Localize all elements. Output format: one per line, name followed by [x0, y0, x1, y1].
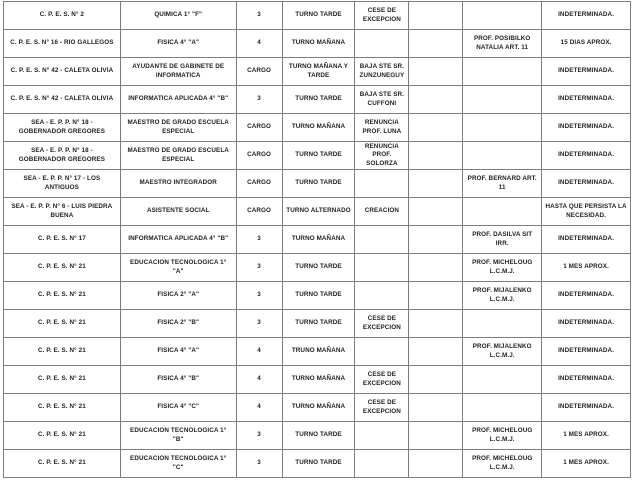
cell-horas: CARGO: [237, 170, 283, 198]
cell-turno: TURNO TARDE: [283, 282, 356, 310]
cell-establecimiento: SEA - E. P. P. N° 18 - GOBERNADOR GREGORES: [4, 114, 121, 142]
cell-establecimiento: C. P. E. S. N° 21: [4, 310, 121, 338]
cell-columna-vacia: [409, 114, 463, 142]
cell-motivo: CESE DE EXCEPCION: [355, 2, 409, 30]
cell-horas: 4: [237, 338, 283, 366]
cell-motivo: [355, 170, 409, 198]
cell-asignatura-cargo: EDUCACION TECNOLOGICA 1° "C": [121, 450, 237, 478]
cell-motivo: CESE DE EXCEPCION: [355, 366, 409, 394]
cell-columna-vacia: [409, 226, 463, 254]
cell-columna-vacia: [409, 142, 463, 170]
cell-asignatura-cargo: AYUDANTE DE GABINETE DE INFORMATICA: [121, 58, 237, 86]
cell-asignatura-cargo: EDUCACION TECNOLOGICA 1° "A": [121, 254, 237, 282]
cell-turno: TURNO MAÑANA: [283, 30, 356, 58]
cell-establecimiento: C. P. E. S. N° 16 - RIO GALLEGOS: [4, 30, 121, 58]
cell-establecimiento: C. P. E. S. N° 2: [4, 2, 121, 30]
cell-establecimiento: SEA - E. P. P. N° 6 - LUIS PIEDRA BUENA: [4, 198, 121, 226]
cell-motivo: [355, 254, 409, 282]
cell-establecimiento: C. P. E. S. N° 21: [4, 282, 121, 310]
cell-establecimiento: C. P. E. S. N° 21: [4, 338, 121, 366]
cell-columna-vacia: [409, 58, 463, 86]
cell-duracion: INDETERMINADA.: [542, 142, 631, 170]
cell-duracion: 1 MES APROX.: [542, 254, 631, 282]
cell-establecimiento: C. P. E. S. N° 21: [4, 422, 121, 450]
cell-duracion: 1 MES APROX.: [542, 422, 631, 450]
cell-establecimiento: C. P. E. S. N° 21: [4, 450, 121, 478]
cell-turno: TRUNO MAÑANA: [283, 338, 356, 366]
cell-turno: TURNO TARDE: [283, 170, 356, 198]
vacancies-table: [3, 1, 631, 478]
cell-asignatura-cargo: QUIMICA 1° "F": [121, 2, 237, 30]
cell-turno: TURNO TARDE: [283, 310, 356, 338]
cell-turno: TURNO ALTERNADO: [283, 198, 356, 226]
cell-establecimiento: C. P. E. S. N° 21: [4, 366, 121, 394]
cell-turno: TURNO TARDE: [283, 2, 356, 30]
cell-duracion: HASTA QUE PERSISTA LA NECESIDAD.: [542, 198, 631, 226]
cell-establecimiento: C. P. E. S. N° 17: [4, 226, 121, 254]
cell-horas: 3: [237, 450, 283, 478]
cell-asignatura-cargo: MAESTRO DE GRADO ESCUELA ESPECIAL: [121, 114, 237, 142]
cell-motivo: BAJA STE SR. ZUNZUNEGUY: [355, 58, 409, 86]
cell-horas: 3: [237, 310, 283, 338]
cell-horas: 3: [237, 86, 283, 114]
cell-motivo: [355, 338, 409, 366]
cell-turno: TURNO TARDE: [283, 254, 356, 282]
cell-establecimiento: C. P. E. S. N° 21: [4, 394, 121, 422]
cell-horas: 3: [237, 422, 283, 450]
cell-asignatura-cargo: FISICA 2° "A": [121, 282, 237, 310]
cell-docente: [463, 142, 542, 170]
cell-motivo: [355, 422, 409, 450]
cell-asignatura-cargo: ASISTENTE SOCIAL: [121, 198, 237, 226]
cell-duracion: 15 DIAS APROX.: [542, 30, 631, 58]
cell-duracion: INDETERMINADA.: [542, 114, 631, 142]
cell-horas: CARGO: [237, 114, 283, 142]
cell-duracion: INDETERMINADA.: [542, 58, 631, 86]
cell-horas: 4: [237, 394, 283, 422]
cell-duracion: INDETERMINADA.: [542, 338, 631, 366]
cell-columna-vacia: [409, 86, 463, 114]
cell-columna-vacia: [409, 422, 463, 450]
cell-motivo: CREACION: [355, 198, 409, 226]
cell-docente: PROF. MICHELOUG L.C.M.J.: [463, 254, 542, 282]
cell-docente: [463, 198, 542, 226]
cell-asignatura-cargo: FISICA 4° "C": [121, 394, 237, 422]
cell-motivo: RENUNCIA PROF. SOLORZA: [355, 142, 409, 170]
cell-docente: PROF. MIJALENKO L.C.M.J.: [463, 338, 542, 366]
cell-turno: TURNO MAÑANA: [283, 366, 356, 394]
cell-asignatura-cargo: FISICA 2° "B": [121, 310, 237, 338]
cell-horas: 3: [237, 282, 283, 310]
cell-turno: TURNO MAÑANA Y TARDE: [283, 58, 356, 86]
cell-columna-vacia: [409, 366, 463, 394]
cell-docente: [463, 394, 542, 422]
cell-columna-vacia: [409, 2, 463, 30]
cell-turno: TURNO TARDE: [283, 142, 356, 170]
cell-horas: 3: [237, 226, 283, 254]
cell-turno: TURNO MAÑANA: [283, 114, 356, 142]
cell-motivo: CESE DE EXCEPCION: [355, 394, 409, 422]
cell-duracion: INDETERMINADA.: [542, 2, 631, 30]
cell-asignatura-cargo: FISICA 4° "A": [121, 30, 237, 58]
cell-motivo: [355, 226, 409, 254]
cell-turno: TURNO TARDE: [283, 450, 356, 478]
cell-establecimiento: C. P. E. S. N° 21: [4, 254, 121, 282]
cell-motivo: [355, 450, 409, 478]
cell-asignatura-cargo: INFORMATICA APLICADA 4° "B": [121, 86, 237, 114]
cell-horas: 3: [237, 254, 283, 282]
cell-turno: TURNO MAÑANA: [283, 226, 356, 254]
cell-docente: PROF. POSIBILKO NATALIA ART. 11: [463, 30, 542, 58]
cell-duracion: INDETERMINADA.: [542, 394, 631, 422]
cell-docente: [463, 58, 542, 86]
cell-horas: CARGO: [237, 198, 283, 226]
cell-duracion: INDETERMINADA.: [542, 170, 631, 198]
cell-columna-vacia: [409, 170, 463, 198]
cell-duracion: INDETERMINADA.: [542, 366, 631, 394]
cell-asignatura-cargo: FISICA 4° "B": [121, 366, 237, 394]
cell-turno: TURNO TARDE: [283, 422, 356, 450]
cell-columna-vacia: [409, 30, 463, 58]
cell-columna-vacia: [409, 198, 463, 226]
cell-docente: PROF. MICHELOUG L.C.M.J.: [463, 422, 542, 450]
cell-duracion: INDETERMINADA.: [542, 226, 631, 254]
cell-docente: [463, 114, 542, 142]
cell-docente: PROF. BERNARD ART. 11: [463, 170, 542, 198]
cell-asignatura-cargo: INFORMATICA APLICADA 4° "B": [121, 226, 237, 254]
cell-docente: PROF. MICHELOUG L.C.M.J.: [463, 450, 542, 478]
cell-asignatura-cargo: MAESTRO INTEGRADOR: [121, 170, 237, 198]
cell-establecimiento: SEA - E. P. P. N° 17 - LOS ANTIGUOS: [4, 170, 121, 198]
cell-motivo: [355, 282, 409, 310]
cell-motivo: RENUNCIA PROF. LUNA: [355, 114, 409, 142]
cell-duracion: INDETERMINADA.: [542, 86, 631, 114]
cell-asignatura-cargo: EDUCACION TECNOLOGICA 1° "B": [121, 422, 237, 450]
cell-asignatura-cargo: FISICA 4° "A": [121, 338, 237, 366]
cell-duracion: 1 MES APROX.: [542, 450, 631, 478]
cell-columna-vacia: [409, 394, 463, 422]
cell-turno: TURNO TARDE: [283, 86, 356, 114]
cell-motivo: BAJA STE SR. CUFFONI: [355, 86, 409, 114]
cell-docente: PROF. MIJALENKO L.C.M.J.: [463, 282, 542, 310]
cell-docente: PROF. DASILVA SIT IRR.: [463, 226, 542, 254]
cell-motivo: CESE DE EXCEPCION: [355, 310, 409, 338]
cell-horas: 3: [237, 2, 283, 30]
cell-docente: [463, 2, 542, 30]
cell-establecimiento: SEA - E. P. P. N° 18 - GOBERNADOR GREGORES: [4, 142, 121, 170]
cell-horas: 4: [237, 366, 283, 394]
cell-motivo: [355, 30, 409, 58]
cell-docente: [463, 366, 542, 394]
cell-columna-vacia: [409, 450, 463, 478]
cell-columna-vacia: [409, 310, 463, 338]
cell-columna-vacia: [409, 254, 463, 282]
cell-docente: [463, 86, 542, 114]
cell-establecimiento: C. P. E. S. N° 42 - CALETA OLIVIA: [4, 58, 121, 86]
cell-columna-vacia: [409, 338, 463, 366]
cell-asignatura-cargo: MAESTRO DE GRADO ESCUELA ESPECIAL: [121, 142, 237, 170]
cell-turno: TURNO MAÑANA: [283, 394, 356, 422]
cell-duracion: INDETERMINADA.: [542, 310, 631, 338]
cell-horas: CARGO: [237, 142, 283, 170]
cell-columna-vacia: [409, 282, 463, 310]
cell-horas: CARGO: [237, 58, 283, 86]
cell-horas: 4: [237, 30, 283, 58]
cell-duracion: INDETERMINADA.: [542, 282, 631, 310]
cell-docente: [463, 310, 542, 338]
cell-establecimiento: C. P. E. S. N° 42 - CALETA OLIVIA: [4, 86, 121, 114]
